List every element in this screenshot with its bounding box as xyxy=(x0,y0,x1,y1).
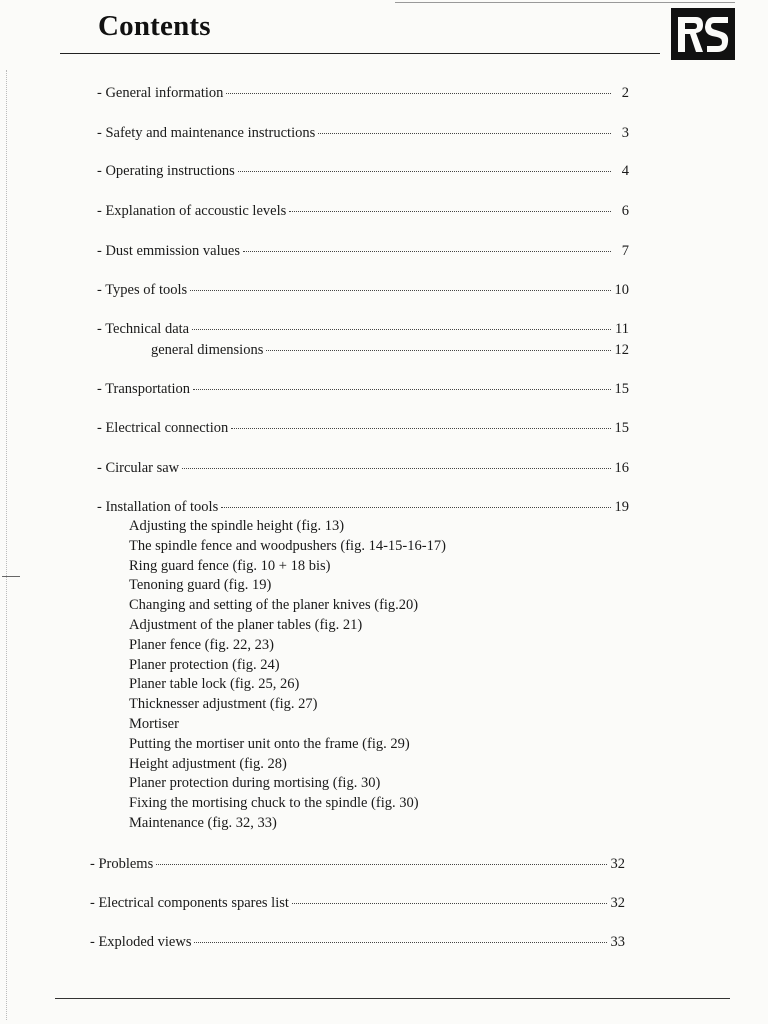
list-item: Maintenance (fig. 32, 33) xyxy=(129,814,277,831)
dot-leader xyxy=(156,864,606,865)
footer-rule xyxy=(55,998,730,999)
toc-page-number: 32 xyxy=(610,895,625,911)
toc-page-number: 11 xyxy=(615,321,629,337)
list-item: Height adjustment (fig. 28) xyxy=(129,755,287,772)
toc-page-number: 6 xyxy=(621,203,629,219)
toc-entry-label: - Types of tools xyxy=(97,282,188,298)
toc-page-number: 10 xyxy=(614,282,629,298)
toc-entry-electrical-connection[interactable] xyxy=(97,420,629,437)
toc-entry-label: - Electrical components spares list xyxy=(90,895,289,911)
toc-entry-circular-saw[interactable] xyxy=(97,460,629,477)
list-item: The spindle fence and woodpushers (fig. 14-15-16-17) xyxy=(129,537,446,554)
toc-page-number: 4 xyxy=(621,163,629,179)
list-item: Tenoning guard (fig. 19) xyxy=(129,577,272,594)
toc-entry-types-of-tools[interactable] xyxy=(97,282,629,299)
toc-entry-label: - Electrical connection xyxy=(97,420,229,436)
toc-page-number: 19 xyxy=(614,499,629,515)
list-item: Ring guard fence (fig. 10 + 18 bis) xyxy=(129,557,331,574)
list-item: Putting the mortiser unit onto the frame (fig. 29) xyxy=(129,735,410,752)
toc-entry-label: - Explanation of accoustic levels xyxy=(97,203,287,219)
toc-page-number: 12 xyxy=(614,342,629,358)
toc-entry-technical-data[interactable] xyxy=(97,321,629,338)
toc-page-number: 3 xyxy=(621,125,629,141)
list-item: Planer table lock (fig. 25, 26) xyxy=(129,676,300,693)
toc-page-number: 32 xyxy=(610,856,625,872)
dot-leader xyxy=(292,903,607,904)
toc-entry-label: - Exploded views xyxy=(90,934,192,950)
toc-entry-problems[interactable] xyxy=(90,856,625,873)
dot-leader xyxy=(192,329,611,330)
dot-leader xyxy=(182,468,610,469)
dot-leader xyxy=(238,171,611,172)
toc-entry-label: - Transportation xyxy=(97,381,191,397)
dot-leader xyxy=(231,428,610,429)
dot-leader xyxy=(221,507,610,508)
page-title: Contents xyxy=(98,10,211,42)
dot-leader xyxy=(190,290,610,291)
toc-entry-transportation[interactable] xyxy=(97,381,629,398)
toc-page-number: 2 xyxy=(621,85,629,101)
toc-entry-general-information[interactable] xyxy=(97,85,629,102)
toc-entry-label: - Operating instructions xyxy=(97,163,235,179)
dot-leader xyxy=(194,942,606,943)
list-item: Adjusting the spindle height (fig. 13) xyxy=(129,518,345,534)
list-item: Fixing the mortising chuck to the spindle (fig. 30) xyxy=(129,795,419,812)
toc-page-number: 33 xyxy=(610,934,625,950)
dot-leader xyxy=(193,389,610,390)
margin-mark xyxy=(2,576,20,577)
dot-leader xyxy=(266,350,610,351)
toc-page-number: 15 xyxy=(614,381,629,397)
toc-entry-electrical-spares[interactable] xyxy=(90,895,625,912)
toc-entry-label: - General information xyxy=(97,85,224,101)
list-item: Thicknesser adjustment (fig. 27) xyxy=(129,696,318,713)
list-item: Changing and setting of the planer knives (fig.20) xyxy=(129,597,419,614)
toc-page-number: 16 xyxy=(614,460,629,476)
toc-entry-general-dimensions[interactable] xyxy=(151,342,629,359)
toc-entry-operating-instructions[interactable] xyxy=(97,163,629,180)
dot-leader xyxy=(289,211,611,212)
toc-page-number: 7 xyxy=(621,243,629,259)
toc-entry-safety[interactable] xyxy=(97,125,629,142)
toc-entry-label: - Dust emmission values xyxy=(97,243,240,259)
toc-entry-accoustic-levels[interactable] xyxy=(97,203,629,220)
toc-entry-label: - Circular saw xyxy=(97,460,180,476)
toc-entry-label: - Installation of tools xyxy=(97,499,219,515)
toc-entry-exploded-views[interactable] xyxy=(90,934,625,951)
list-item: Planer protection during mortising (fig. 30) xyxy=(129,775,381,792)
list-item: Planer protection (fig. 24) xyxy=(129,656,280,673)
dot-leader xyxy=(226,93,611,94)
list-item: Planer fence (fig. 22, 23) xyxy=(129,636,274,653)
list-item: Adjustment of the planer tables (fig. 21) xyxy=(129,616,363,633)
toc-entry-label: general dimensions xyxy=(151,342,264,358)
left-binding-margin xyxy=(6,70,7,1020)
toc-entry-label: - Safety and maintenance instructions xyxy=(97,125,316,141)
toc-entry-dust-emmission[interactable] xyxy=(97,243,629,260)
list-item: Mortiser xyxy=(129,715,179,732)
toc-entry-label: - Technical data xyxy=(97,321,190,337)
toc-entry-installation-of-tools[interactable] xyxy=(97,499,629,516)
toc-entry-label: - Problems xyxy=(90,856,154,872)
toc-page-number: 15 xyxy=(614,420,629,436)
dot-leader xyxy=(318,133,611,134)
installation-subitems-list xyxy=(129,517,446,834)
dot-leader xyxy=(243,251,611,252)
